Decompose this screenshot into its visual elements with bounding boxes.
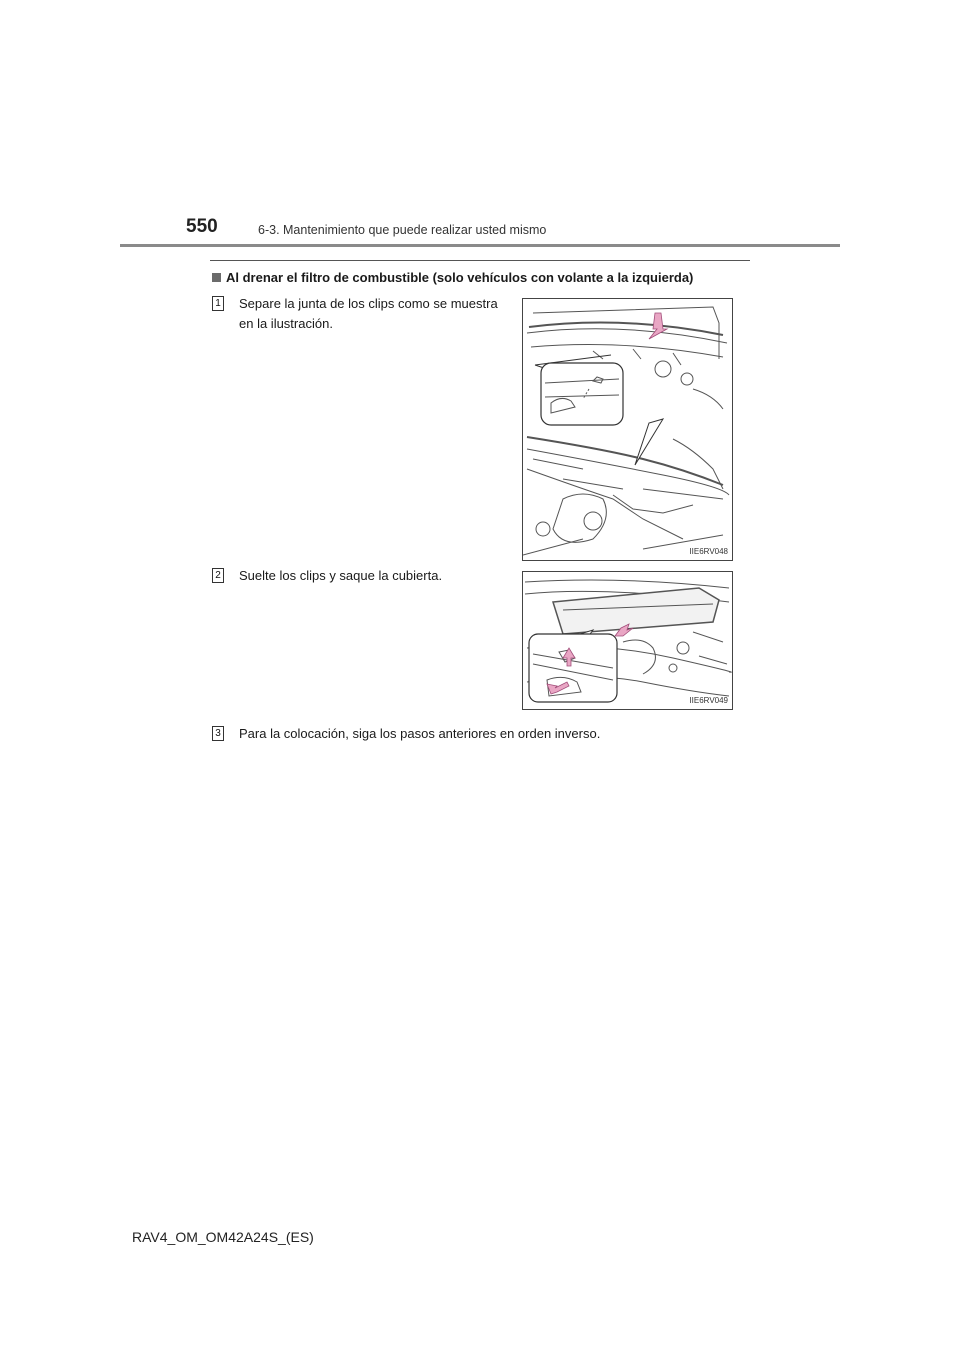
step-text-1-line1: Separe la junta de los clips como se muestra [239, 296, 498, 311]
figure-step-1-id: IIE6RV048 [689, 547, 728, 556]
step-number-2: 2 [212, 568, 224, 583]
step-number-1: 1 [212, 296, 224, 311]
step-text-1-line2: en la ilustración. [239, 316, 333, 331]
figure-step-2-illustration [523, 572, 732, 709]
step-text-2: Suelte los clips y saque la cubierta. [239, 568, 443, 583]
subheading-text: Al drenar el filtro de combustible (solo vehículos con volante a la izquierda) [226, 270, 694, 285]
figure-step-2 [522, 571, 733, 710]
section-title: 6-3. Mantenimiento que puede realizar usted mismo [258, 223, 547, 237]
figure-step-1 [522, 298, 733, 561]
header-rule [120, 244, 840, 247]
footer: RAV4_OM_OM42A24S_(ES) [132, 1229, 314, 1245]
page-number: 550 [186, 216, 218, 237]
step-number-3: 3 [212, 726, 224, 741]
square-bullet-icon [212, 273, 221, 282]
step-text-3: Para la colocación, siga los pasos anteriores en orden inverso. [239, 726, 601, 741]
subheading [212, 270, 693, 285]
figure-step-1-illustration [523, 299, 732, 560]
figure-step-2-id: IIE6RV049 [689, 696, 728, 705]
subhead-rule [210, 260, 750, 261]
step-text-1 [239, 294, 498, 334]
